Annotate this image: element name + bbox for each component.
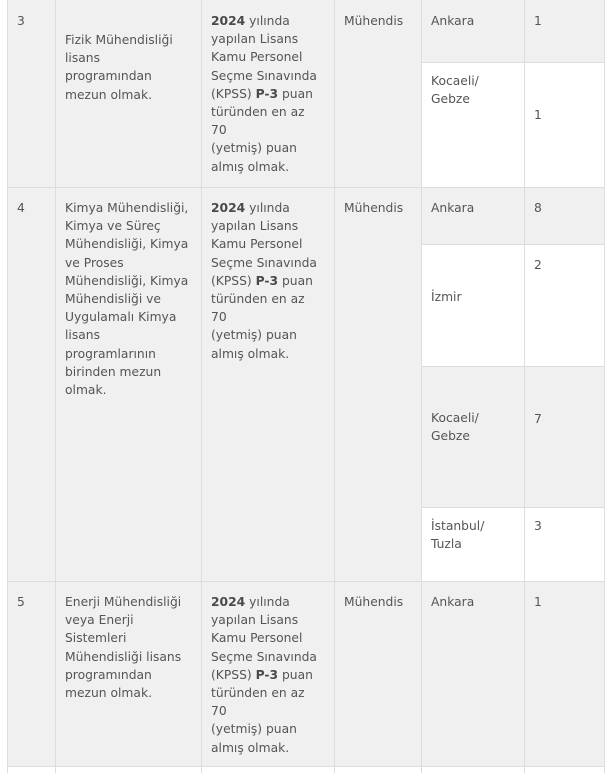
location-name: Kocaeli/ xyxy=(431,411,479,425)
requirement-line: Kamu Personel xyxy=(211,631,303,646)
location-name: Ankara xyxy=(431,14,475,28)
requirement-line: yapılan Lisans xyxy=(211,32,299,47)
row-4-department-cell xyxy=(55,187,201,581)
grid-line xyxy=(604,0,605,773)
count-cell xyxy=(524,244,605,366)
location-name: İstanbul/ xyxy=(431,519,485,533)
count-cell xyxy=(524,0,605,62)
row-3-number-cell xyxy=(7,0,55,187)
department-line: Mühendisliği, Kimya xyxy=(65,273,189,288)
grid-line xyxy=(201,0,202,773)
department-line: programlarının xyxy=(65,346,156,361)
requirement-line: almış olmak. xyxy=(211,159,290,174)
position-count: 8 xyxy=(534,201,542,215)
row-number: 4 xyxy=(17,201,25,215)
department-line: Enerji Mühendisliği xyxy=(65,595,182,609)
location-name: Gebze xyxy=(431,429,470,444)
location-name: Ankara xyxy=(431,595,475,609)
location-name: Gebze xyxy=(431,92,470,107)
location-cell xyxy=(421,581,524,766)
exam-year: 2024 xyxy=(211,595,246,609)
position-count: 1 xyxy=(534,14,542,28)
location-cell xyxy=(421,62,524,187)
requirement-line: (yetmiş) puan xyxy=(211,722,297,737)
requirement-line: (KPSS) P-3 puan xyxy=(211,86,313,101)
job-title: Mühendis xyxy=(344,595,404,609)
count-cell xyxy=(524,187,605,244)
requirement-line: (KPSS) P-3 puan xyxy=(211,273,313,288)
row-5-department-cell xyxy=(55,581,201,766)
row-5-title-cell xyxy=(334,581,421,766)
count-cell xyxy=(524,366,605,507)
row-4-number-cell xyxy=(7,187,55,581)
department-line: mezun olmak. xyxy=(65,686,152,701)
requirement-line: (KPSS) P-3 puan xyxy=(211,667,313,682)
grid-line xyxy=(7,581,605,582)
department-line: veya Enerji xyxy=(65,613,134,628)
row-number: 3 xyxy=(17,14,25,28)
requirement-line: almış olmak. xyxy=(211,740,290,755)
grid-line xyxy=(524,0,525,773)
count-cell xyxy=(524,581,605,766)
requirement-line: 2024 yılında xyxy=(211,201,290,215)
location-name: Ankara xyxy=(431,201,475,215)
department-line: programından xyxy=(65,69,152,84)
row-4-requirement-cell xyxy=(201,187,334,581)
location-name: Kocaeli/ xyxy=(431,74,479,88)
requirement-line: Seçme Sınavında xyxy=(211,68,317,83)
location-cell xyxy=(421,244,524,366)
requirement-line: yapılan Lisans xyxy=(211,613,299,628)
department-line: Mühendisliği ve xyxy=(65,292,161,307)
department-line: ve Proses xyxy=(65,255,124,270)
department-line: Kimya ve Süreç xyxy=(65,219,161,234)
grid-line xyxy=(334,0,335,773)
grid-line xyxy=(421,507,605,508)
position-count: 1 xyxy=(534,595,542,609)
next-row-strip xyxy=(7,766,605,773)
department-line: Sistemleri xyxy=(65,631,127,646)
positions-table xyxy=(7,0,605,773)
score-type: P-3 xyxy=(255,86,279,101)
grid-line xyxy=(55,0,56,773)
row-3-department-cell xyxy=(55,0,201,187)
grid-line xyxy=(421,244,605,245)
department-line: lisans xyxy=(65,51,100,66)
requirement-line: Seçme Sınavında xyxy=(211,255,317,270)
score-type: P-3 xyxy=(255,667,279,682)
requirement-line: Kamu Personel xyxy=(211,237,303,252)
row-3-requirement-cell xyxy=(201,0,334,187)
department-line: lisans xyxy=(65,328,100,343)
department-line: Fizik Mühendisliği xyxy=(65,33,173,47)
row-3-title-cell xyxy=(334,0,421,187)
department-line: Mühendisliği, Kimya xyxy=(65,237,189,252)
department-line: programından xyxy=(65,667,152,682)
count-cell xyxy=(524,62,605,187)
department-line: Kimya Mühendisliği, xyxy=(65,201,189,215)
requirement-line: almış olmak. xyxy=(211,346,290,361)
row-5-number-cell xyxy=(7,581,55,766)
requirement-line: Seçme Sınavında xyxy=(211,649,317,664)
requirement-line: türünden en az 70 xyxy=(211,686,305,719)
location-name: Tuzla xyxy=(431,537,462,552)
row-5-requirement-cell xyxy=(201,581,334,766)
location-cell xyxy=(421,366,524,507)
grid-line xyxy=(421,0,422,773)
row-number: 5 xyxy=(17,595,25,609)
requirement-line: türünden en az 70 xyxy=(211,292,305,325)
position-count: 7 xyxy=(534,412,542,426)
department-line: Mühendisliği lisans xyxy=(65,649,182,664)
department-line: birinden mezun xyxy=(65,364,162,379)
location-name: İzmir xyxy=(431,290,462,304)
requirement-line: 2024 yılında xyxy=(211,595,290,609)
grid-line xyxy=(7,0,8,773)
row-4-title-cell xyxy=(334,187,421,581)
position-count: 2 xyxy=(534,258,542,272)
exam-year: 2024 xyxy=(211,201,246,215)
department-line: mezun olmak. xyxy=(65,87,152,102)
exam-year: 2024 xyxy=(211,14,246,28)
job-title: Mühendis xyxy=(344,14,404,28)
count-cell xyxy=(524,507,605,581)
grid-line xyxy=(7,187,605,188)
job-title: Mühendis xyxy=(344,201,404,215)
location-cell xyxy=(421,507,524,581)
department-line: Uygulamalı Kimya xyxy=(65,310,177,325)
position-count: 1 xyxy=(534,108,542,122)
grid-line xyxy=(7,766,605,767)
department-line: olmak. xyxy=(65,383,107,398)
requirement-line: (yetmiş) puan xyxy=(211,141,297,156)
requirement-line: Kamu Personel xyxy=(211,50,303,65)
requirement-line: yapılan Lisans xyxy=(211,219,299,234)
requirement-line: 2024 yılında xyxy=(211,14,290,28)
grid-line xyxy=(421,62,605,63)
location-cell xyxy=(421,187,524,244)
requirement-line: türünden en az 70 xyxy=(211,105,305,138)
score-type: P-3 xyxy=(255,273,279,288)
location-cell xyxy=(421,0,524,62)
grid-line xyxy=(421,366,605,367)
requirement-line: (yetmiş) puan xyxy=(211,328,297,343)
position-count: 3 xyxy=(534,519,542,533)
